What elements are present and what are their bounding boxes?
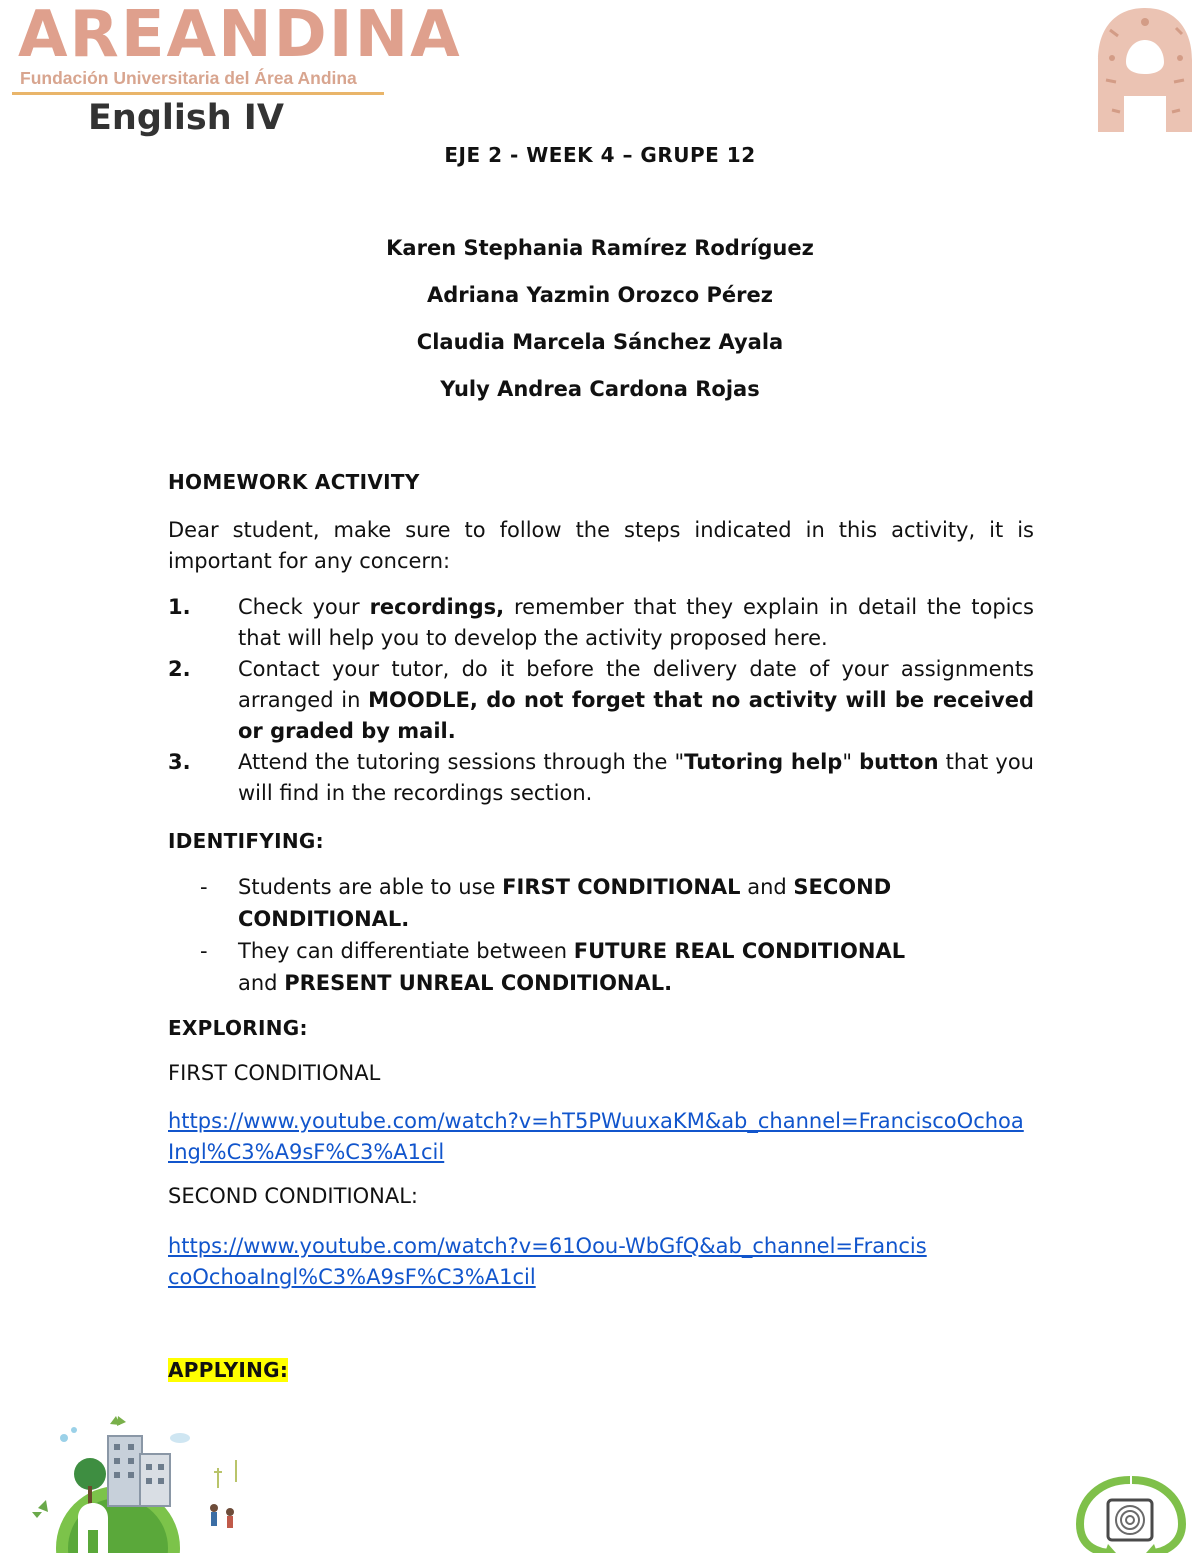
homework-heading: HOMEWORK ACTIVITY (168, 470, 420, 494)
first-conditional-link[interactable]: https://www.youtube.com/watch?v=hT5PWuuxaKM&ab_channel=FranciscoOchoaIngl%C3%A9sF%C3%A1cil (168, 1109, 1024, 1164)
step-number: 3. (168, 750, 191, 774)
list-item: - Students are able to use FIRST CONDITIONAL and SECOND CONDITIONAL. (168, 871, 928, 935)
first-conditional-label: FIRST CONDITIONAL (168, 1061, 381, 1085)
author-name: Adriana Yazmin Orozco Pérez (427, 283, 773, 307)
step-number: 1. (168, 595, 191, 619)
brand-subtitle: Fundación Universitaria del Área Andina (20, 68, 357, 88)
identifying-heading: IDENTIFYING: (168, 829, 324, 853)
list-item: 3. Attend the tutoring sessions through the "Tutoring help" button that you will find in the recordings section. (168, 747, 1034, 809)
author-name: Yuly Andrea Cardona Rojas (440, 377, 760, 401)
step-number: 2. (168, 657, 191, 681)
brand-underline (12, 92, 384, 95)
recycle-fingerprint-icon (1072, 1474, 1190, 1553)
homework-intro: Dear student, make sure to follow the steps indicated in this activity, it is important for any concern: (168, 518, 1034, 573)
course-title: English IV (88, 98, 284, 138)
eco-city-illustration (18, 1408, 248, 1553)
university-seal-icon (1090, 0, 1200, 138)
applying-heading: APPLYING: (168, 1358, 289, 1382)
brand-logo (12, 0, 462, 100)
author-name: Claudia Marcela Sánchez Ayala (416, 330, 784, 354)
steps-list (168, 592, 1034, 809)
brand-name: AREANDINA (18, 0, 462, 72)
dash-bullet: - (200, 875, 208, 899)
exploring-heading: EXPLORING: (168, 1016, 308, 1040)
author-name: Karen Stephania Ramírez Rodríguez (386, 236, 814, 260)
dash-bullet: - (200, 939, 208, 963)
goals-list (168, 871, 928, 999)
week-title: EJE 2 - WEEK 4 – GRUPE 12 (444, 143, 756, 167)
second-conditional-link[interactable]: https://www.youtube.com/watch?v=61Oou-WbGfQ&ab_channel=FranciscoOchoaIngl%C3%A9sF%C3%A1cil (168, 1234, 927, 1289)
list-item: 1. Check your recordings, remember that they explain in detail the topics that will help you to develop the activity proposed here. (168, 592, 1034, 654)
second-conditional-label: SECOND CONDITIONAL: (168, 1184, 419, 1208)
list-item: - They can differentiate between FUTURE REAL CONDITIONAL and PRESENT UNREAL CONDITIONAL. (168, 935, 928, 999)
list-item: 2. Contact your tutor, do it before the delivery date of your assignments arranged in MOODLE, do not forget that no activity will be received or graded by mail. (168, 654, 1034, 747)
